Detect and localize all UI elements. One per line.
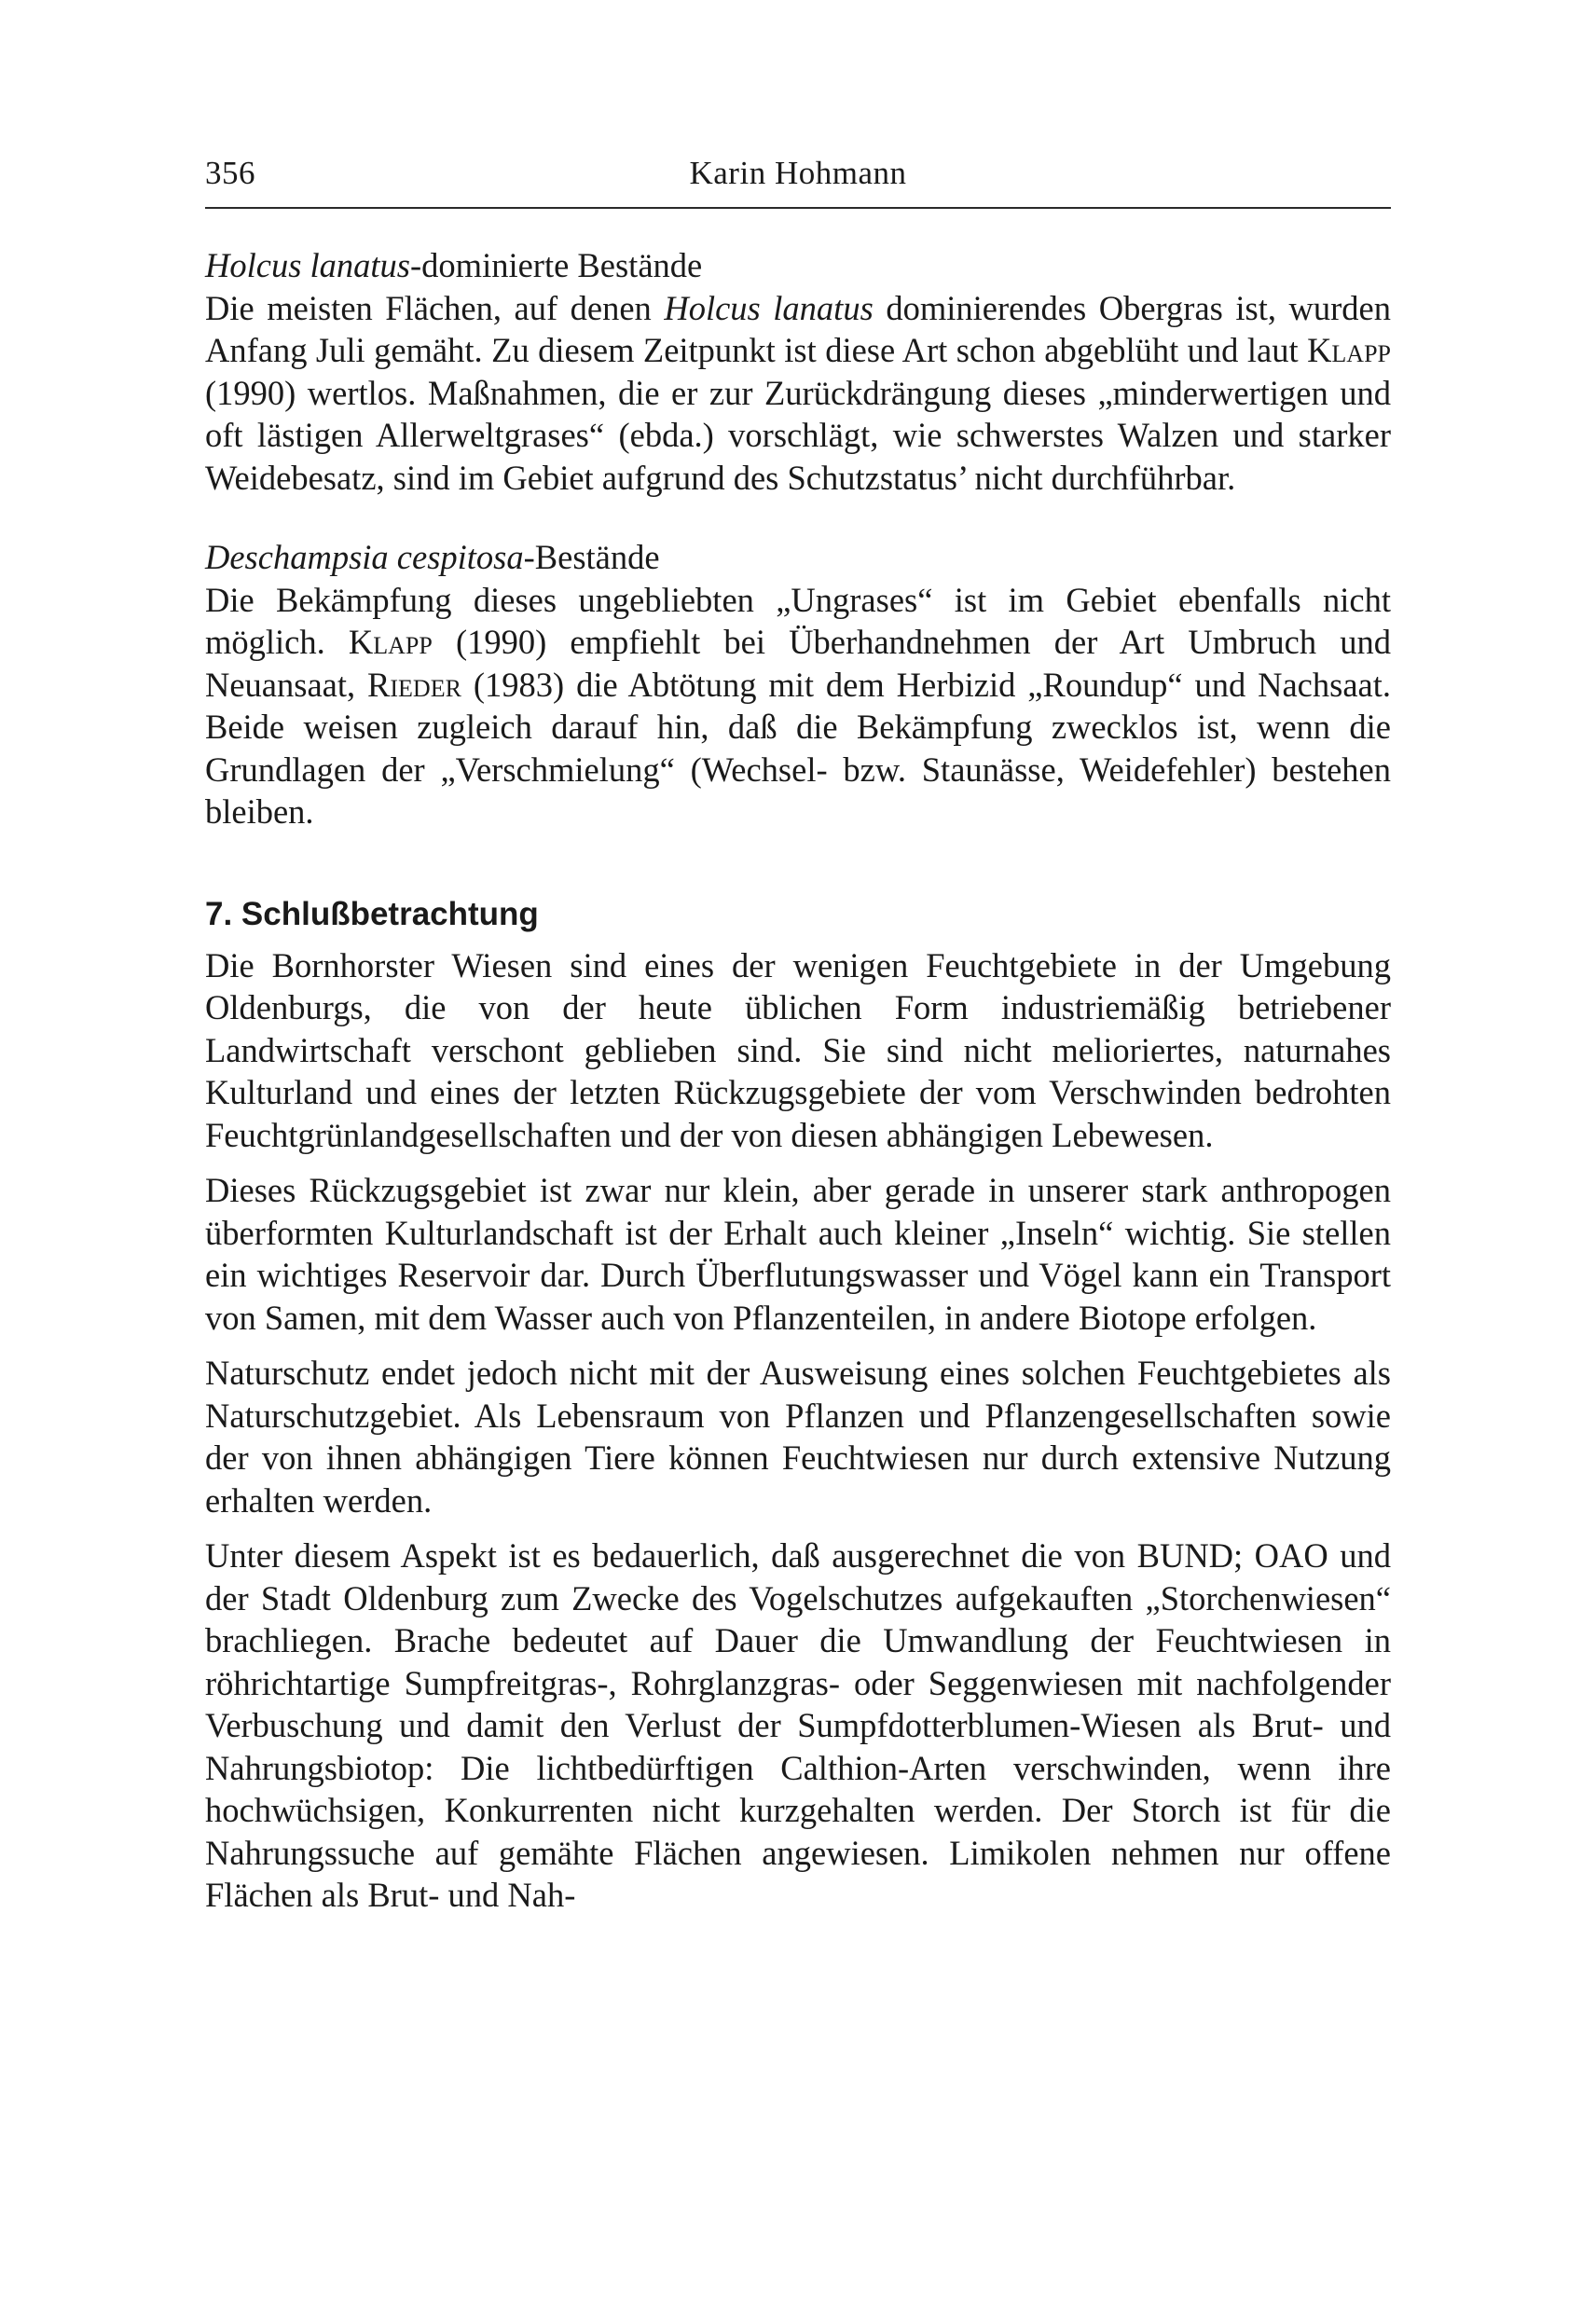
text-run: (1990) wertlos. Maßnahmen, die er zur Zurückdrängung dieses „minderwertigen und oft lästigen Allerweltgrases“ (ebda.) vorschlägt, wie schwerstes Walzen und starker Weidebesatz, sind im Gebiet aufgrund des Schutzstatus’ nicht durchführbar. [205, 373, 1391, 497]
species-name: Deschampsia cespitosa [205, 538, 524, 576]
body-text [205, 244, 1391, 1917]
species-name: Holcus lanatus [664, 288, 874, 327]
subheading-suffix: -Bestände [523, 538, 660, 576]
paragraph-holcus [205, 287, 1391, 500]
paragraph: Naturschutz endet jedoch nicht mit der Ausweisung eines solchen Feuchtgebietes als Naturschutzgebiet. Als Lebensraum von Pflanzen und Pflanzengesellschaften sowie der von ihnen abhängigen Tiere können Feuchtwiesen nur durch extensive Nutzung erhalten werden. [205, 1354, 1391, 1520]
citation-author: Rieder [367, 665, 461, 704]
section-title: 7. Schlußbetrachtung [205, 895, 539, 932]
text-run: (1983) die Abtötung mit dem Herbizid „Roundup“ und Nachsaat. Beide weisen zugleich darauf hin, daß die Bekämpfung zwecklos ist, wenn die Grundlagen der „Verschmielung“ (Wechsel- bzw. Staunässe, Weidefehler) bestehen bleiben. [205, 665, 1391, 831]
paragraph: Unter diesem Aspekt ist es bedauerlich, daß ausgerechnet die von BUND; OAO und der Stadt Oldenburg zum Zwecke des Vogelschutzes aufgekauften „Storchenwiesen“ brachliegen. Brache bedeutet auf Dauer die Umwandlung der Feuchtwiesen in röhrichtartige Sumpfreitgras-, Rohrglanzgras- oder Seggenwiesen mit nachfolgender Verbuschung und damit den Verlust der Sumpfdotterblumen-Wiesen als Brut- und Nahrungsbiotop: Die lichtbedürftigen Calthion-Arten verschwinden, wenn ihre hochwüchsigen, Konkurrenten nicht kurzgehalten werden. Der Storch ist für die Nahrungssuche auf gemähte Flächen angewiesen. Limikolen nehmen nur offene Flächen als Brut- und Nah- [205, 1536, 1391, 1914]
species-name: Holcus lanatus [205, 246, 411, 284]
text-run: Die meisten Flächen, auf denen [205, 288, 665, 327]
text-run: Die Bekämpfung dieses ungebliebten „Ungrases“ ist im Gebiet ebenfalls nicht möglich. [205, 580, 1391, 661]
text-run: dominierendes Obergras ist, wurden Anfang Juli gemäht. Zu diesem Zeitpunkt ist diese Art schon abgeblüht und laut [205, 288, 1391, 369]
running-head [205, 155, 1391, 209]
citation-author: Klapp [1307, 331, 1391, 369]
page-number: 356 [205, 155, 255, 191]
paragraph: Die Bornhorster Wiesen sind eines der wenigen Feuchtgebiete in der Umgebung Oldenburgs, die von der heute üblichen Form industriemäßig betriebener Landwirtschaft verschont geblieben sind. Sie sind nicht melioriertes, naturnahes Kulturland und eines der letzten Rückzugsgebiete der vom Verschwinden bedrohten Feuchtgrünlandgesellschaften und der von diesen abhängigen Lebewesen. [205, 945, 1391, 1154]
running-head-author: Karin Hohmann [689, 155, 907, 191]
subheading-suffix: -dominierte Bestände [410, 246, 703, 284]
subheading-deschampsia [205, 536, 1391, 579]
text-run: (1990) empfiehlt bei Überhandnehmen der Art Umbruch und Neuansaat, [205, 623, 1392, 704]
subheading-holcus [205, 244, 1391, 287]
paragraph: Dieses Rückzugsgebiet ist zwar nur klein, aber gerade in unserer stark anthropogen überformten Kulturlandschaft ist der Erhalt auch kleiner „Inseln“ wichtig. Sie stellen ein wichtiges Reservoir dar. Durch Überflutungswasser und Vögel kann ein Transport von Samen, mit dem Wasser auch von Pflanzenteilen, in andere Biotope erfolgen. [205, 1171, 1391, 1337]
paragraph-deschampsia [205, 579, 1391, 833]
citation-author: Klapp [348, 623, 433, 661]
